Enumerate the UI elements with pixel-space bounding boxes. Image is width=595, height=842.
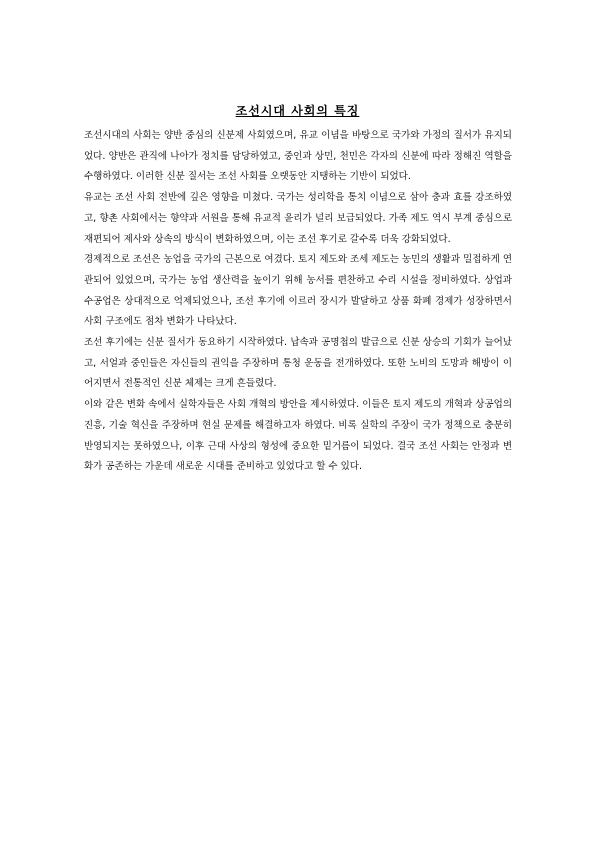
document-body	[84, 126, 512, 478]
paragraph-4: 조선 후기에는 신분 질서가 동요하기 시작하였다. 납속과 공명첩의 발급으로 신분 상승의 기회가 늘어났고, 서얼과 중인들은 자신들의 권익을 주장하며 통청 운동을 전개하였다. 또한 노비의 도망과 해방이 이어지면서 전통적인 신분 체제는 크게 흔들렸다.	[84, 337, 512, 390]
paragraph-3: 경제적으로 조선은 농업을 국가의 근본으로 여겼다. 토지 제도와 조세 제도는 농민의 생활과 밀접하게 연관되어 있었으며, 국가는 농업 생산력을 높이기 위해 농서를 편찬하고 수리 시설을 정비하였다. 상업과 수공업은 상대적으로 억제되었으나, 조선 후기에 이르러 장시가 발달하고 상품 화폐 경제가 성장하면서 사회 구조에도 점차 변화가 나타났다.	[84, 254, 512, 328]
paragraph-2: 유교는 조선 사회 전반에 깊은 영향을 미쳤다. 국가는 성리학을 통치 이념으로 삼아 충과 효를 강조하였고, 향촌 사회에서는 향약과 서원을 통해 유교적 윤리가 널리 보급되었다. 가족 제도 역시 부계 중심으로 재편되어 제사와 상속의 방식이 변화하였으며, 이는 조선 후기로 갈수록 더욱 강화되었다.	[84, 192, 512, 245]
paragraph-5: 이와 같은 변화 속에서 실학자들은 사회 개혁의 방안을 제시하였다. 이들은 토지 제도의 개혁과 상공업의 진흥, 기술 혁신을 주장하며 현실 문제를 해결하고자 하였다. 비록 실학의 주장이 국가 정책으로 충분히 반영되지는 못하였으나, 이후 근대 사상의 형성에 중요한 밑거름이 되었다. 결국 조선 사회는 안정과 변화가 공존하는 가운데 새로운 시대를 준비하고 있었다고 할 수 있다.	[84, 399, 512, 473]
document-title: 조선시대 사회의 특징	[235, 104, 360, 118]
paragraph-1: 조선시대의 사회는 양반 중심의 신분제 사회였으며, 유교 이념을 바탕으로 국가와 가정의 질서가 유지되었다. 양반은 관직에 나아가 정치를 담당하였고, 중인과 상민, 천민은 각자의 신분에 따라 정해진 역할을 수행하였다. 이러한 신분 질서는 조선 사회를 오랫동안 지탱하는 기반이 되었다.	[84, 130, 512, 183]
